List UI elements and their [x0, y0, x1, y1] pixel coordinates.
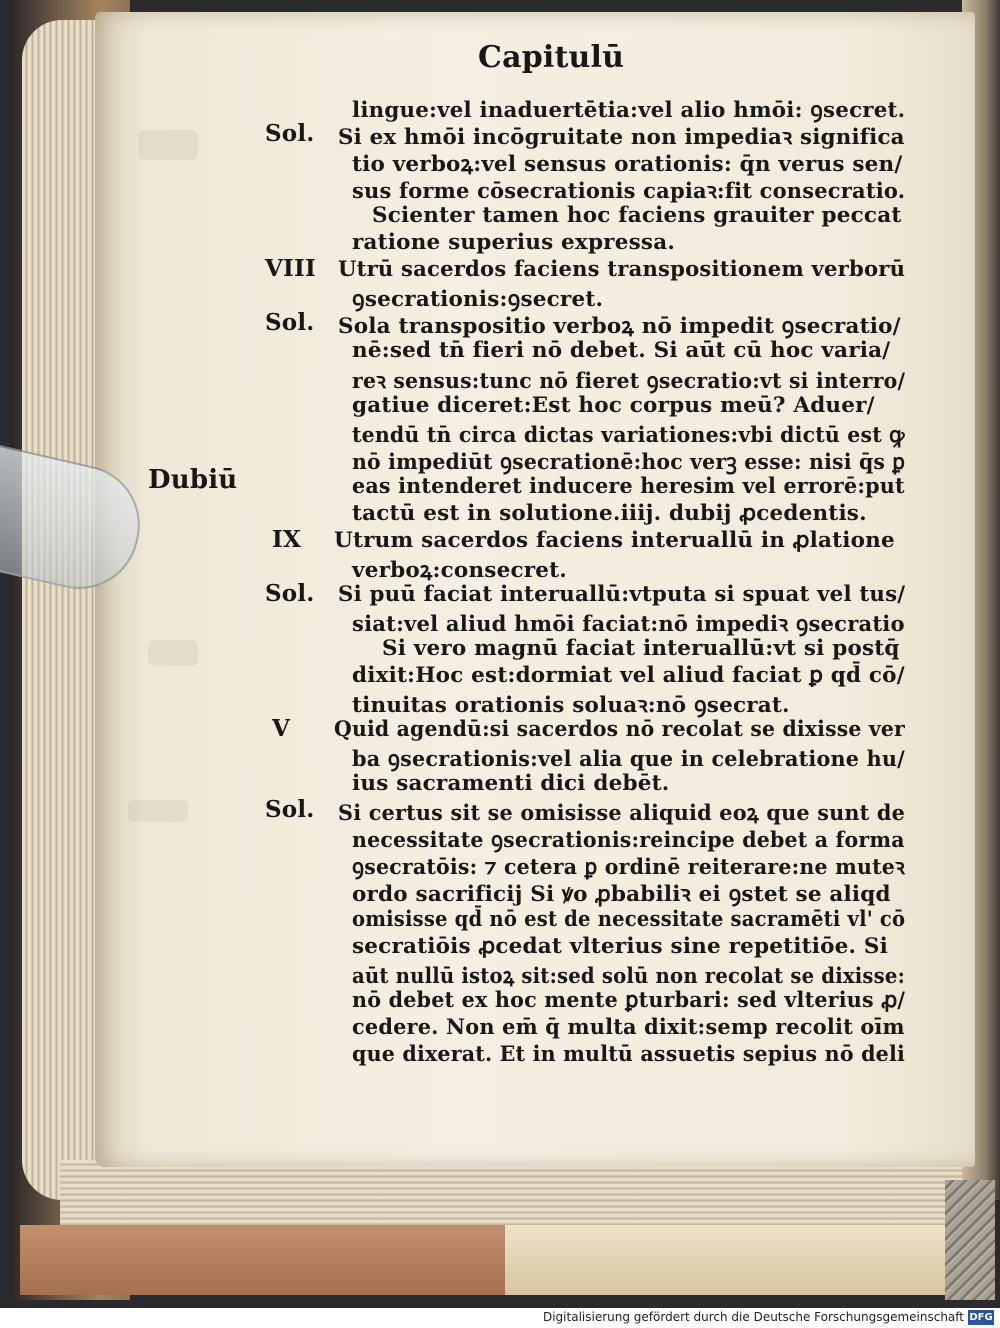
text-line: Si certus sit se omisisse aliquid eoꝝ que sunt de	[338, 801, 906, 827]
text-line: ꝯsecratōis: ⁊ cetera ꝑ ordinē reiterare:ne muteꝛ	[352, 855, 905, 881]
text-line: ba ꝯsecrationis:vel alia que in celebratione hu/	[352, 747, 905, 773]
section-label: V	[272, 715, 291, 743]
text-line: Scienter tamen hoc faciens grauiter peccat	[372, 203, 902, 229]
text-line: gatiue diceret:Est hoc corpus meū? Aduer/	[352, 392, 875, 418]
section-label: Sol.	[265, 120, 315, 148]
cover-board-light	[505, 1225, 945, 1295]
text-line: Quid agendū:si sacerdos nō recolat se dixisse ver	[334, 717, 905, 743]
text-line: secratiōis ꝓcedat vlterius sine repetitiōe. Si	[352, 933, 888, 959]
text-line: reꝛ sensus:tunc nō fieret ꝯsecratio:vt si interro/	[352, 368, 906, 394]
text-line: sus forme cōsecrationis capiaꝛ:fit consecratio.	[352, 179, 906, 205]
page-edges-bottom	[60, 1160, 965, 1230]
text-line: omisisse qd̄ nō est de necessitate sacramēti vl' cō	[352, 906, 906, 932]
text-line: Utrū sacerdos faciens transpositionem verborū	[338, 257, 906, 283]
text-line: nō impediūt ꝯsecrationē:hoc verꝫ esse: nisi q̄s ꝑ	[352, 449, 906, 475]
text-line: ratione superius expressa.	[352, 230, 676, 256]
text-line: tendū tn̄ circa dictas variationes:vbi dictū est ꝙ	[352, 422, 905, 448]
section-label: VIII	[265, 255, 316, 283]
text-line: lingue:vel inaduertētia:vel alio hmōi: ꝯsecret.	[352, 98, 906, 123]
section-label: Sol.	[265, 309, 315, 337]
dfg-logo: DFG	[969, 1312, 993, 1323]
text-line: eas intenderet inducere heresim vel errorē:put	[352, 473, 905, 499]
text-line: nō debet ex hoc mente ꝑturbari: sed vlterius ꝓ/	[352, 987, 906, 1013]
running-head: Capitulū	[478, 40, 625, 75]
text-line: dixit:Hoc est:dormiat vel aliud faciat ꝑ qd̄ cō/	[352, 663, 905, 689]
text-line: Si ex hmōi incōgruitate non impediaꝛ significa	[338, 125, 905, 151]
text-line: aūt nullū istoꝝ sit:sed solū non recolat se dixisse:	[352, 963, 906, 989]
text-line: cedere. Non em̄ q̄ multa dixit:semp recolit oīm	[352, 1014, 905, 1040]
text-line: tio verboꝝ:vel sensus orationis: q̄n verus sen/	[352, 152, 903, 178]
text-line: Sola transpositio verboꝝ nō impedit ꝯsecratio/	[338, 314, 901, 340]
marginal-note: Dubiū	[148, 465, 238, 495]
section-label: Sol.	[265, 579, 315, 607]
text-line: ordo sacrificij Si ꝟo ꝓbabiliꝛ ei ꝯstet se aliqd	[352, 882, 891, 908]
text-line: siat:vel aliud hmōi faciat:nō impediꝛ ꝯsecratio	[352, 611, 905, 637]
text-line: necessitate ꝯsecrationis:reincipe debet a forma	[352, 828, 905, 854]
text-line: ꝯsecrationis:ꝯsecret.	[352, 287, 604, 313]
text-line: tactū est in solutione.iiij. dubij ꝓcedentis.	[352, 500, 867, 526]
text-line: Si puū faciat interuallū:vtputa si spuat vel tus/	[338, 581, 906, 607]
section-label: IX	[272, 525, 302, 553]
section-label: Sol.	[265, 796, 315, 824]
text-line: ius sacramenti dici debēt.	[352, 771, 670, 797]
footer-bar	[0, 1308, 1000, 1328]
text-line: Utrum sacerdos faciens interuallū in ꝓlatione	[334, 527, 895, 553]
margin-area	[118, 120, 198, 1120]
funding-credit: Digitalisierung gefördert durch die Deutsche Forschungsgemeinschaft	[542, 1310, 964, 1324]
text-line: que dixerat. Et in multū assuetis sepius nō deli	[352, 1041, 905, 1067]
text-line: verboꝝ:consecret.	[352, 557, 567, 583]
text-line: Si vero magnū faciat interuallū:vt si postq̄	[382, 636, 900, 661]
text-line: tinuitas orationis soluaꝛ:nō ꝯsecrat.	[352, 693, 790, 719]
bookmark-ribbon	[945, 1180, 995, 1300]
text-line: nē:sed tn̄ fieri nō debet. Si aūt cū hoc varia/	[352, 338, 891, 364]
